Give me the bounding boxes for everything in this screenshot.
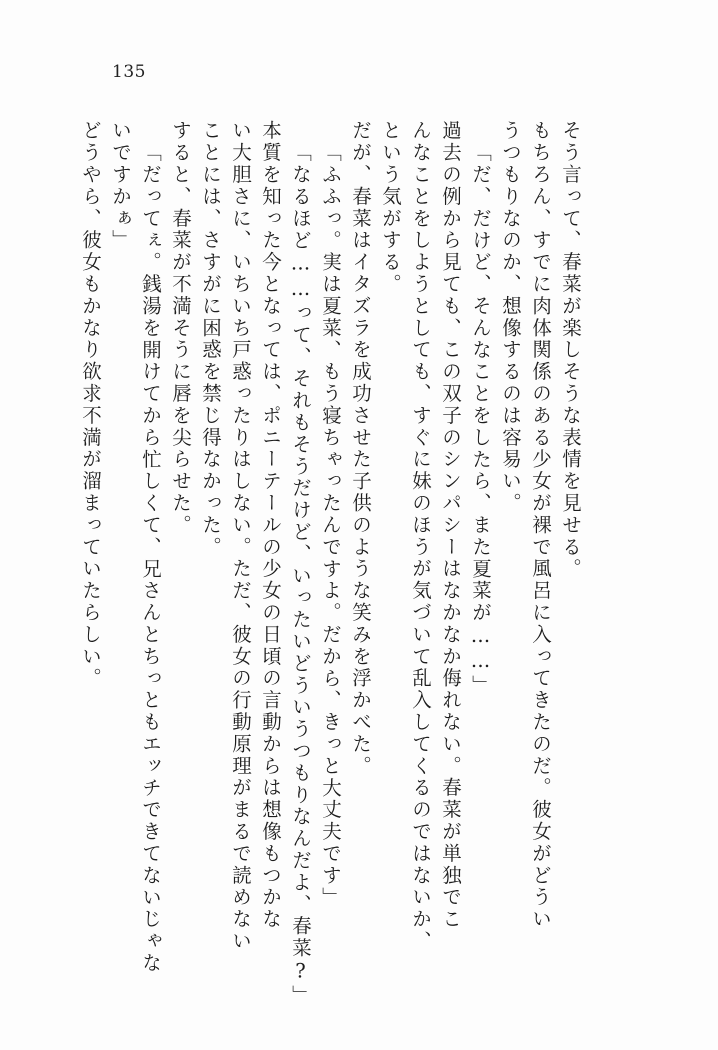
- text-column: 過去の例から見ても、この双子のシンパシーはなかなか侮れない。春菜が単独でこ: [439, 120, 462, 931]
- text-column: 「だってぇ。銭湯を開けてから忙しくて、兄さんとちっともエッチできてないじゃな: [139, 142, 162, 975]
- text-column: んなことをしようとしても、すぐに妹のほうが気づいて乱入してくるのではないか、: [409, 120, 432, 953]
- vertical-text-body: [70, 120, 630, 1007]
- page-number: 135: [112, 62, 146, 82]
- text-column: 「ふふっ。実は夏菜、もう寝ちゃったんですよ。だから、きっと大丈夫です」: [319, 142, 342, 909]
- text-column: い大胆さに、いちいち戸惑ったりはしない。ただ、彼女の行動原理がまるで読めない: [229, 120, 252, 953]
- text-column: ことには、さすがに困惑を禁じ得なかった。: [199, 120, 222, 558]
- text-column: すると、春菜が不満そうに唇を尖らせた。: [169, 120, 192, 537]
- text-column: という気がする。: [379, 120, 402, 296]
- text-column: どうやら、彼女もかなり欲求不満が溜まっていたらしい。: [79, 120, 102, 690]
- text-column: いですかぁ」: [109, 120, 132, 252]
- text-column: だが、春菜はイタズラを成功させた子供のような笑みを浮かべた。: [349, 120, 372, 777]
- text-column: 本質を知った今となっては、ポニーテールの少女の日頃の言動からは想像もつかな: [259, 120, 282, 931]
- text-column: もちろん、すでに肉体関係のある少女が裸で風呂に入ってきたのだ。彼女がどうい: [529, 120, 552, 931]
- text-column: 「だ、だけど、そんなことをしたら、また夏菜が……」: [469, 142, 492, 697]
- text-column: うつもりなのか、想像するのは容易い。: [499, 120, 522, 515]
- text-column: 「なるほど……って、それもそうだけど、いったいどういうつもりなんだよ、春菜?」: [289, 142, 312, 1007]
- text-column: そう言って、春菜が楽しそうな表情を見せる。: [559, 120, 582, 580]
